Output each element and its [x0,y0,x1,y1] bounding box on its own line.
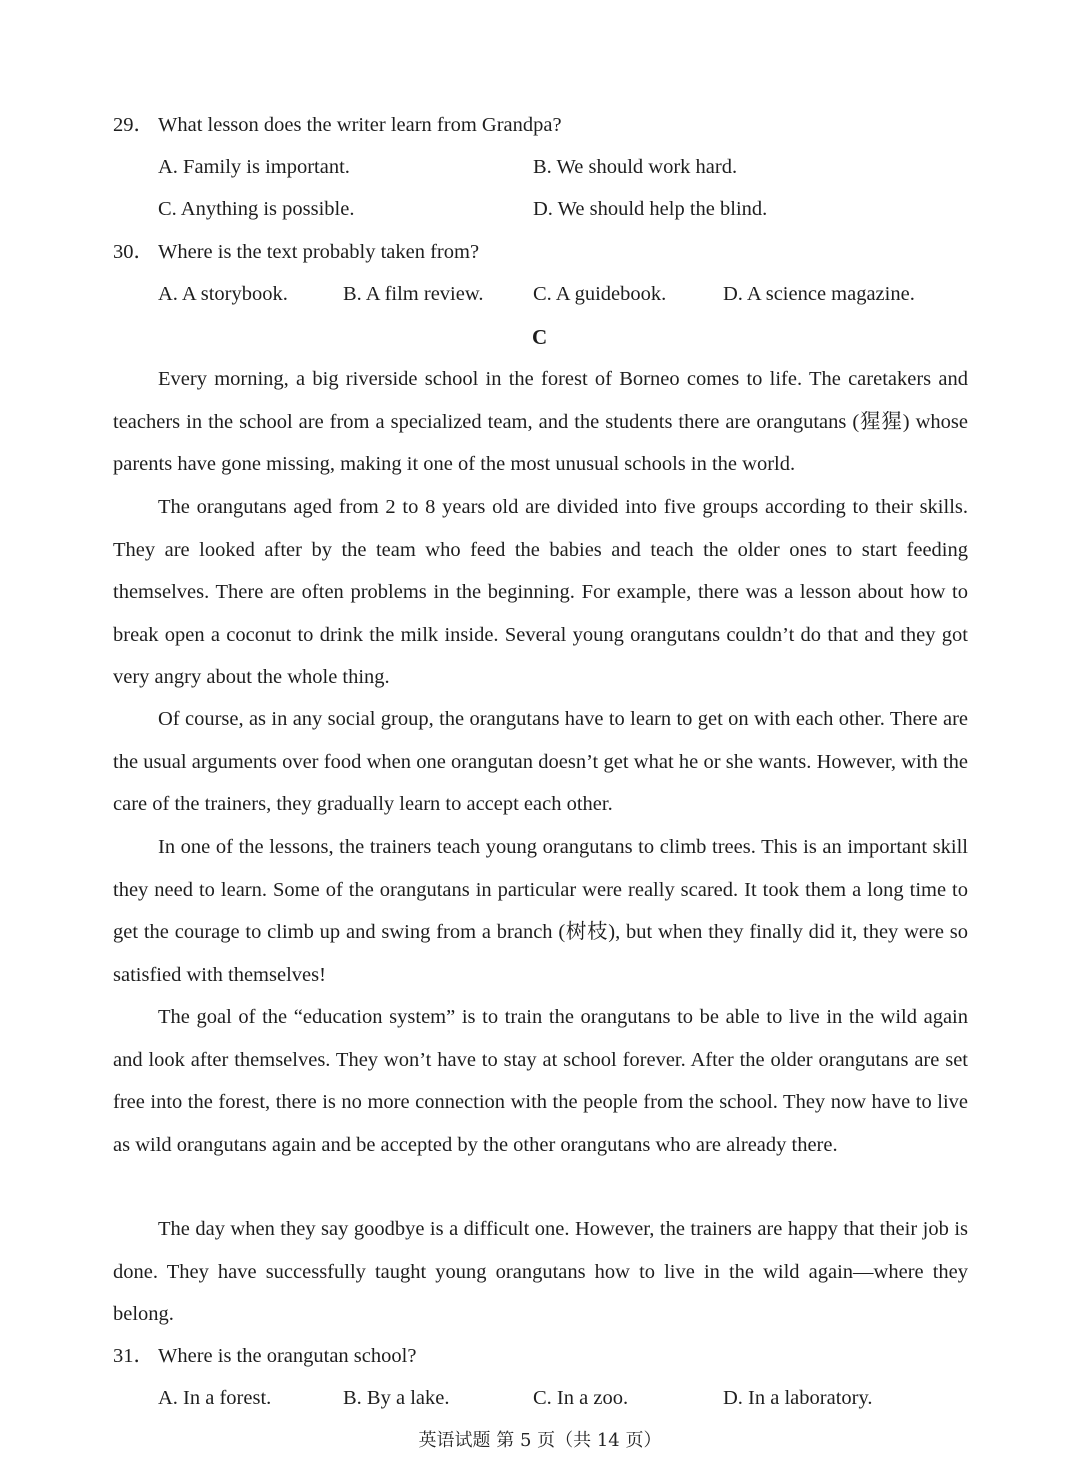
option-d: D. In a laboratory. [723,1387,873,1409]
option-a: A. In a forest. [158,1387,272,1409]
section-letter: C [532,325,548,349]
question-number: 31． [113,1345,154,1367]
option-b: B. We should work hard. [533,156,738,178]
passage-paragraph-1: Every morning, a big riverside school in the forest of Borneo comes to life. The caretakers and teachers in the school are from a specialized team, and the students there are orangutans (猩猩) whose parents have gone missing, making it one of the most unusual schools in the world. [113,368,968,475]
passage-paragraph-3: Of course, as in any social group, the orangutans have to learn to get on with each other. There are the usual arguments over food when one orangutan doesn’t get what he or she wants. However, with the care of the trainers, they gradually learn to accept each other. [113,708,968,815]
passage-paragraph-4: In one of the lessons, the trainers teach young orangutans to climb trees. This is an important skill they need to learn. Some of the orangutans in particular were really scared. It took them a long time to get the courage to climb up and swing from a branch (树枝), but when they finally did it, they were so satisfied with themselves! [113,836,968,986]
option-d: D. A science magazine. [723,283,915,305]
question-number: 30． [113,241,154,263]
question-text: What lesson does the writer learn from Grandpa? [158,114,562,136]
page-footer: 英语试题 第 5 页（共 14 页） [418,1430,662,1451]
passage-paragraph-2: The orangutans aged from 2 to 8 years old are divided into five groups according to their skills. They are looked after by the team who feed the babies and teach the older ones to start feeding themselves. There are often problems in the beginning. For example, there was a lesson about how to break open a coconut to drink the milk inside. Several young orangutans couldn’t do that and they got very angry about the whole thing. [113,496,968,688]
option-c: C. A guidebook. [533,283,667,305]
passage-paragraph-6: The day when they say goodbye is a difficult one. However, the trainers are happy that their job is done. They have successfully taught young orangutans how to live in the wild again—where they belong. [113,1218,968,1325]
option-d: D. We should help the blind. [533,198,768,220]
option-c: C. In a zoo. [533,1387,629,1409]
question-text: Where is the orangutan school? [158,1345,417,1367]
question-number: 29． [113,114,154,136]
option-b: B. By a lake. [343,1387,450,1409]
option-a: A. A storybook. [158,283,288,305]
option-b: B. A film review. [343,283,484,305]
option-c: C. Anything is possible. [158,198,355,220]
passage-paragraph-5: The goal of the “education system” is to train the orangutans to be able to live in the wild again and look after themselves. They won’t have to stay at school forever. After the older orangutans are set free into the forest, there is no more connection with the people from the school. They now have to live as wild orangutans again and be accepted by the other orangutans who are already there. [113,1006,968,1156]
question-text: Where is the text probably taken from? [158,241,480,263]
option-a: A. Family is important. [158,156,350,178]
